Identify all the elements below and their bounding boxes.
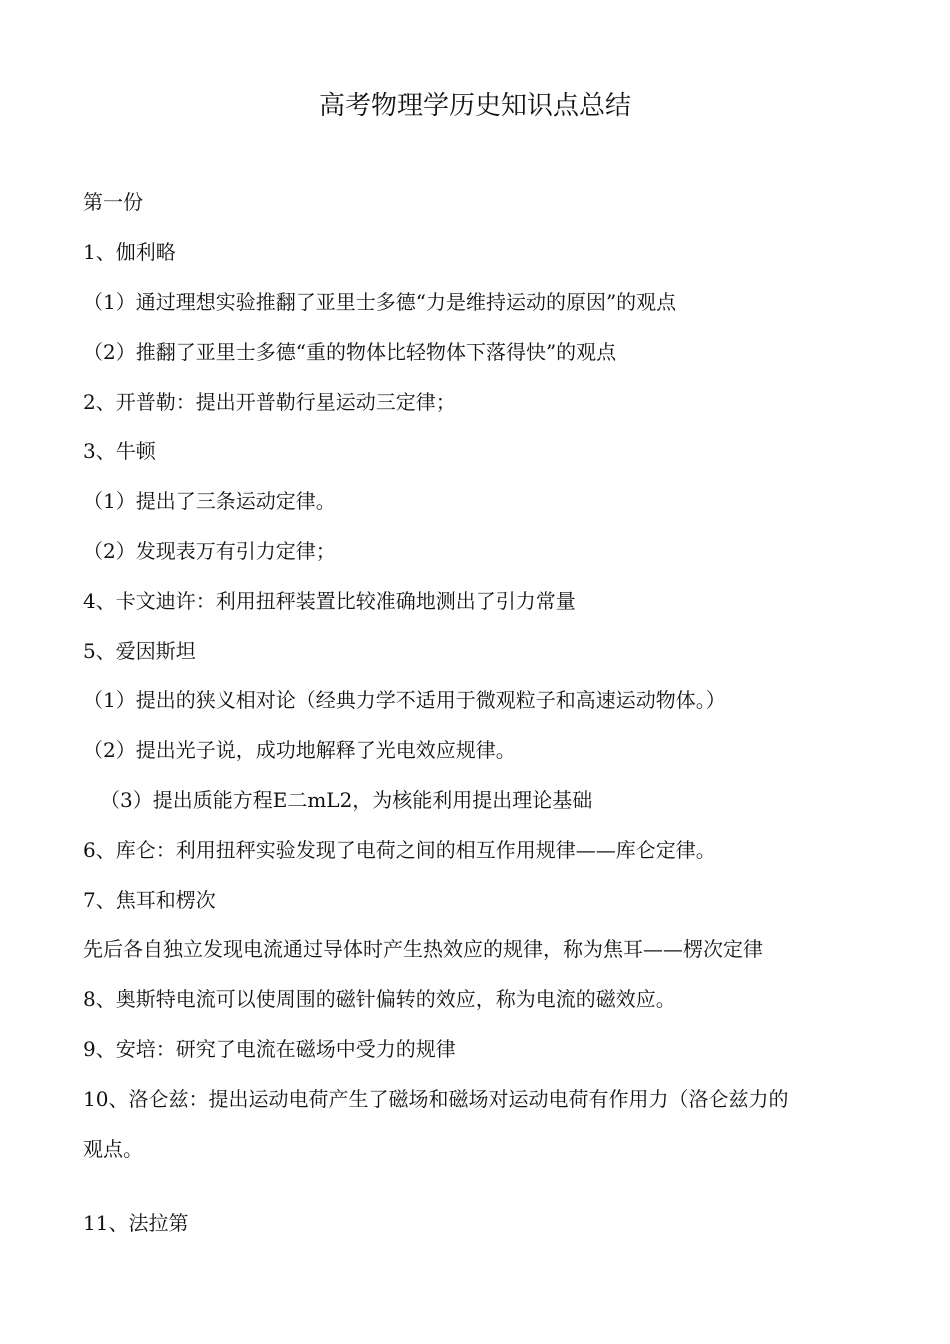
- sub-item: （2）发现表万有引力定律；: [83, 539, 336, 563]
- item-heading: 1、伽利略: [83, 240, 176, 264]
- sub-item: （1）提出的狭义相对论（经典力学不适用于微观粒子和高速运动物体。）: [83, 688, 726, 712]
- document-title: 高考物理学历史知识点总结: [318, 91, 631, 121]
- sub-item: （2）提出光子说，成功地解释了光电效应规律。: [83, 738, 516, 762]
- sub-item: （1）提出了三条运动定律。: [83, 489, 336, 513]
- item-heading: 9、安培：研究了电流在磁场中受力的规律: [83, 1037, 456, 1061]
- item-heading: 11、法拉第: [83, 1211, 189, 1235]
- item-heading: 7、焦耳和楞次: [83, 888, 216, 912]
- paragraph-text: 先后各自独立发现电流通过导体时产生热效应的规律，称为焦耳——楞次定律: [83, 937, 763, 961]
- item-heading: 4、卡文迪许：利用扭秤装置比较准确地测出了引力常量: [83, 589, 576, 613]
- item-heading: 3、牛顿: [83, 439, 156, 463]
- sub-item: （3）提出质能方程E二mL2，为核能利用提出理论基础: [100, 788, 593, 812]
- sub-item: （1）通过理想实验推翻了亚里士多德“力是维持运动的原因”的观点: [83, 290, 677, 314]
- item-heading: 2、开普勒：提出开普勒行星运动三定律；: [83, 390, 456, 414]
- item-heading: 5、爱因斯坦: [83, 639, 196, 663]
- item-heading: 6、库仑：利用扭秤实验发现了电荷之间的相互作用规律——库仑定律。: [83, 838, 716, 862]
- section-label: 第一份: [83, 190, 143, 214]
- item-heading: 10、洛仑兹：提出运动电荷产生了磁场和磁场对运动电荷有作用力（洛仑兹力的: [83, 1087, 789, 1111]
- sub-item: （2）推翻了亚里士多德“重的物体比轻物体下落得快”的观点: [83, 340, 617, 364]
- paragraph-text: 观点。: [83, 1137, 143, 1161]
- item-heading: 8、奥斯特电流可以使周围的磁针偏转的效应，称为电流的磁效应。: [83, 987, 676, 1011]
